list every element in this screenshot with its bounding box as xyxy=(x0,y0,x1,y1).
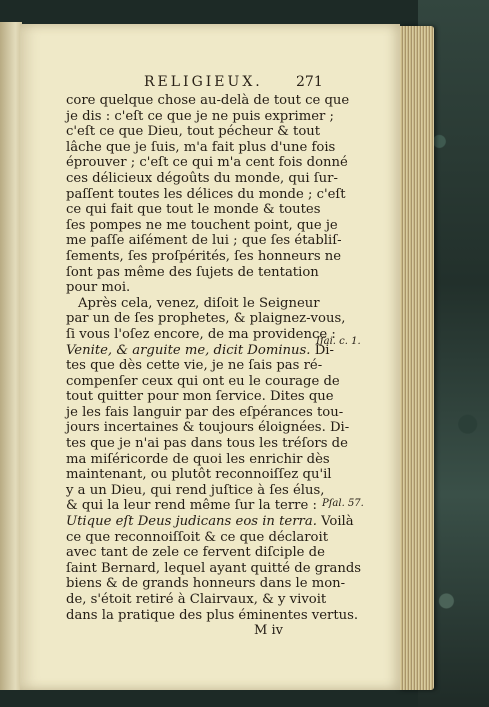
text-line: je les fais languir par des eſpérances tou- xyxy=(66,404,344,420)
text-line: ſements, ſes proſpérités, ſes honneurs ne xyxy=(66,248,342,264)
text-line: éprouver ; c'eſt ce qui m'a cent fois donné xyxy=(66,155,348,171)
book-page xyxy=(20,24,400,690)
text-line: par un de ſes prophetes, & plaignez-vous, xyxy=(66,311,346,327)
text-line: ma miſéricorde de quoi les enrichir dès xyxy=(66,451,330,467)
text-line: me paſſe aiſément de lui ; que ſes établiſ- xyxy=(66,233,342,249)
text-fragment: Di- xyxy=(310,342,334,358)
running-head: RELIGIEUX. xyxy=(144,74,263,90)
text-line: de, s'étoit retiré à Clairvaux, & y vivoit xyxy=(66,592,327,607)
text-fragment: Voilà xyxy=(316,514,354,530)
text-line: ſes pompes ne me touchent point, que je xyxy=(66,217,338,233)
text-line: avec tant de zele ce fervent diſciple de xyxy=(66,545,325,561)
text-line: ſi vous l'oſez encore, de ma providence : xyxy=(66,326,336,342)
text-line: ces délicieux dégoûts du monde, qui ſur- xyxy=(66,170,338,186)
text-line: core quelque chose au-delà de tout ce que xyxy=(66,93,350,108)
text-line: maintenant, ou plutôt reconnoiſſez qu'il xyxy=(66,467,332,483)
text-line: & qui la leur rend même ſur la terre : xyxy=(66,498,317,514)
latin-quotation: Utique eſt Deus judicans eos in terra. xyxy=(66,514,317,530)
text-line: dans la pratique des plus éminentes vertus. xyxy=(66,607,359,623)
text-line: biens & de grands honneurs dans le mon- xyxy=(66,576,346,592)
page-block-edge xyxy=(398,26,434,690)
text-line: tout quitter pour mon ſervice. Dites que xyxy=(66,389,334,405)
text-line: y a un Dieu, qui rend juſtice à ſes élus, xyxy=(66,482,325,498)
text-line: ſaint Bernard, lequel ayant quitté de grands xyxy=(66,560,362,576)
text-line: je dis : c'eſt ce que je ne puis exprimer ; xyxy=(66,108,334,124)
margin-note-isaiah: Iſai. c. 1. xyxy=(316,336,361,347)
text-line: jours incertaines & toujours éloignées. Di- xyxy=(66,420,350,436)
text-line: paſſent toutes les délices du monde ; c'eſt xyxy=(66,186,346,202)
text-line: tes que dès cette vie, je ne ſais pas ré- xyxy=(66,358,323,374)
text-line: compenſer ceux qui ont eu le courage de xyxy=(66,373,340,389)
text-line: lâche que je ſuis, m'a fait plus d'une fois xyxy=(66,139,336,155)
margin-note-psalm: Pſal. 57. xyxy=(322,498,364,509)
text-line: Après cela, venez, diſoit le Seigneur xyxy=(78,295,320,311)
previous-page-edge xyxy=(0,22,22,690)
latin-quotation: Venite, & arguite me, dicit Dominus. xyxy=(66,342,311,358)
text-line: pour moi. xyxy=(66,280,131,296)
text-line: tes que je n'ai pas dans tous les tréſors de xyxy=(66,436,348,452)
page-number: 271 xyxy=(296,74,323,90)
body-text xyxy=(66,93,366,623)
text-line: ſont pas même des ſujets de tentation xyxy=(66,264,319,280)
signature-mark: M iv xyxy=(254,623,283,638)
text-line: ce qui fait que tout le monde & toutes xyxy=(66,202,321,218)
text-line: ce que reconnoiſſoit & ce que déclaroit xyxy=(66,529,329,545)
text-line: c'eſt ce que Dieu, tout pécheur & tout xyxy=(66,124,321,140)
text-line-quotation xyxy=(66,514,366,530)
